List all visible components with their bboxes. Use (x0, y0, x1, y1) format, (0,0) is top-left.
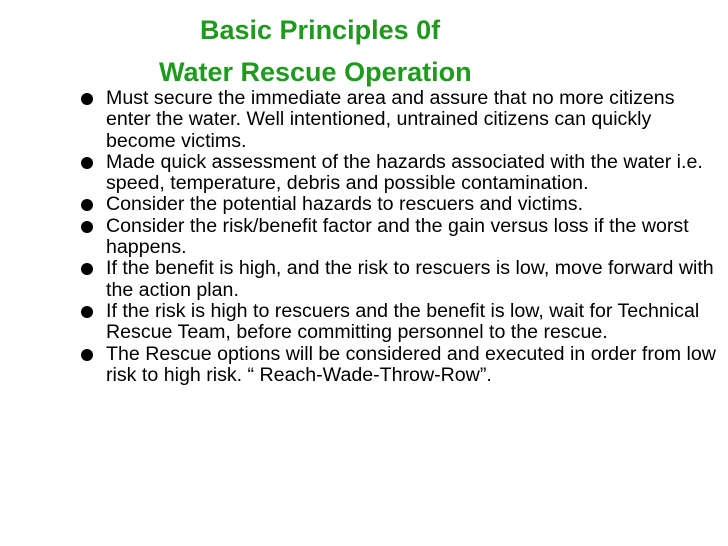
bullet-text: If the risk is high to rescuers and the benefit is low, wait for Technical Rescue Team, before committing personnel to the rescue. (106, 299, 700, 344)
bullet-dot-icon (81, 349, 93, 361)
bullet-item (78, 88, 718, 152)
bullet-item (78, 152, 718, 195)
bullet-text: Consider the potential hazards to rescuers and victims. (106, 193, 584, 216)
bullet-dot-icon (81, 199, 93, 211)
slide-title-line-1: Basic Principles 0f (200, 15, 441, 45)
bullet-dot-icon (81, 306, 93, 318)
bullet-dot-icon (81, 93, 93, 105)
bullet-text: The Rescue options will be considered and executed in order from low risk to high risk. “ Reach-Wade-Throw-Row”. (106, 342, 716, 386)
slide-title-line-2: Water Rescue Operation (159, 57, 472, 87)
bullet-item (78, 194, 718, 215)
bullet-item (78, 216, 718, 259)
bullet-item (78, 301, 718, 344)
bullet-item (78, 258, 718, 301)
bullet-dot-icon (81, 263, 93, 275)
bullet-item (78, 344, 718, 387)
bullet-text: Made quick assessment of the hazards associated with the water i.e. speed, temperature, debris and possible contamination. (106, 150, 703, 195)
bullet-text: Consider the risk/benefit factor and the gain versus loss if the worst happens. (106, 214, 689, 259)
bullet-dot-icon (81, 157, 93, 169)
bullet-list (78, 88, 718, 386)
bullet-text: If the benefit is high, and the risk to rescuers is low, move forward with the action plan. (106, 257, 714, 301)
bullet-text: Must secure the immediate area and assure that no more citizens enter the water. Well intentioned, untrained citizens can quickly become victims. (106, 87, 675, 152)
bullet-dot-icon (81, 221, 93, 233)
